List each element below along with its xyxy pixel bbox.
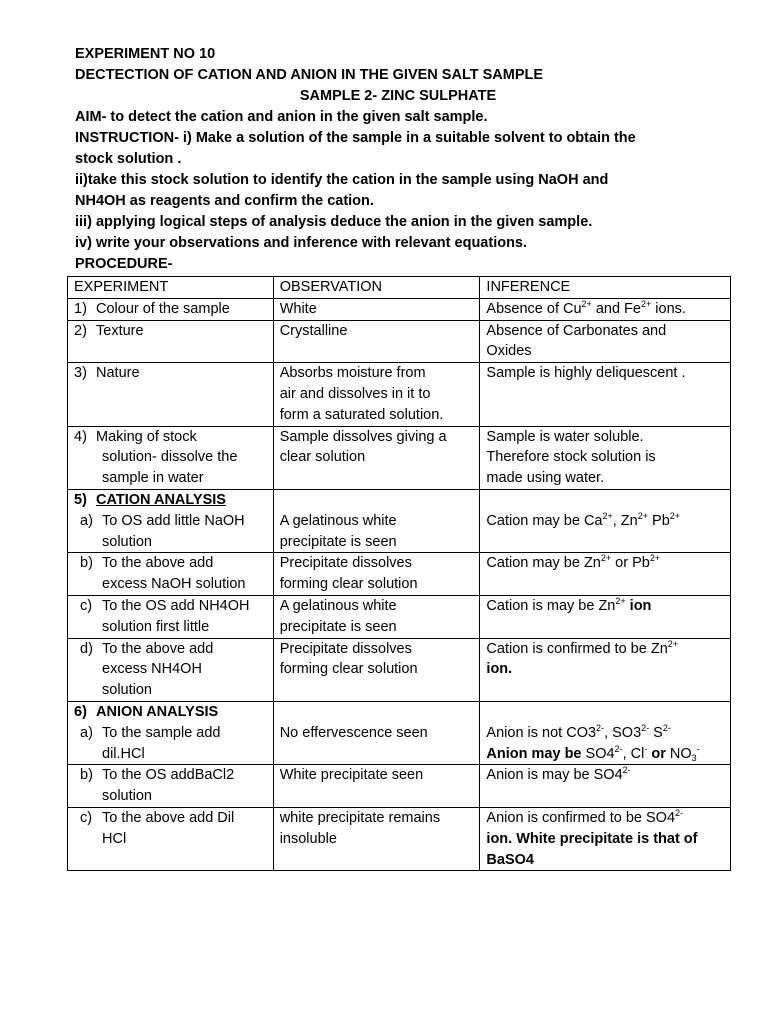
observation-line: A gelatinous white <box>279 512 397 529</box>
inference-line: Sample is water soluble. <box>486 428 644 445</box>
observation-line: precipitate is seen <box>279 533 397 550</box>
inference-text: Cation is may be Zn <box>486 597 616 614</box>
experiment-text: To the OS add NH4OH <box>102 597 250 614</box>
observation-cell <box>273 638 480 701</box>
experiment-cell <box>68 320 274 363</box>
inference-text: SO4 <box>585 745 615 762</box>
inference-text: Anion is may be SO4 <box>486 767 623 784</box>
inference-cell <box>480 489 731 552</box>
inference-cell <box>480 638 731 701</box>
experiment-cell <box>68 638 274 701</box>
header-experiment: EXPERIMENT <box>68 277 274 299</box>
inference-cell <box>480 807 731 870</box>
instruction-4: iv) write your observations and inference with relevant equations. <box>75 235 528 251</box>
inference-text: or <box>647 745 670 762</box>
observation-line: clear solution <box>279 449 366 466</box>
instruction-3: iii) applying logical steps of analysis deduce the anion in the given sample. <box>75 214 593 230</box>
experiment-cell <box>68 426 274 489</box>
inference-text: Anion may be <box>486 745 586 762</box>
inference-cell <box>480 298 731 320</box>
experiment-text: Making of stock <box>96 428 197 445</box>
header-inference: INFERENCE <box>480 277 731 299</box>
inference-text: , Zn <box>612 512 638 529</box>
observation-line: forming clear solution <box>279 576 418 593</box>
inference-text: Anion is not CO3 <box>486 724 597 741</box>
instruction-2: ii)take this stock solution to identify the cation in the sample using NaOH and <box>75 172 609 188</box>
charge: 2+ <box>615 595 626 606</box>
inference-cell <box>480 765 731 808</box>
experiment-text: sample in water <box>102 470 204 487</box>
charge: 2- <box>614 743 623 754</box>
experiment-text: To OS add little NaOH <box>102 512 245 529</box>
aim-text: AIM- to detect the cation and anion in the given salt sample. <box>75 109 488 125</box>
charge: - <box>644 743 648 754</box>
experiment-text: To the above add Dil <box>102 809 235 826</box>
inference-text: Pb <box>648 512 670 529</box>
experiment-title: DECTECTION OF CATION AND ANION IN THE GIVEN SALT SAMPLE <box>75 67 544 83</box>
sub-step-letter: d) <box>80 640 93 657</box>
charge: 2+ <box>667 638 679 649</box>
table-row <box>68 320 731 363</box>
step-number: 1) <box>74 300 87 317</box>
inference-text: and Fe <box>591 300 641 317</box>
sample-title: SAMPLE 2- ZINC SULPHATE <box>299 88 497 104</box>
experiment-text: Texture <box>96 322 144 339</box>
experiment-number: EXPERIMENT NO 10 <box>75 46 216 62</box>
inference-text: NO <box>669 745 692 762</box>
inference-text: or Pb <box>611 555 650 572</box>
step-number: 3) <box>74 365 87 382</box>
observation-line: A gelatinous white <box>279 597 397 614</box>
experiment-text: solution <box>102 533 152 550</box>
inference-cell <box>480 426 731 489</box>
inference-text: Cation is confirmed to be Zn <box>486 640 668 657</box>
experiment-text: To the above add <box>102 640 214 657</box>
inference-cell <box>480 553 731 596</box>
charge: 2- <box>662 722 671 733</box>
observation-line: Sample dissolves giving a <box>279 428 447 445</box>
table-row <box>68 426 731 489</box>
charge: - <box>696 743 700 754</box>
experiment-text: solution- dissolve the <box>102 449 238 466</box>
procedure-heading: PROCEDURE- <box>75 256 173 272</box>
inference-cell <box>480 595 731 638</box>
observation-cell <box>273 807 480 870</box>
step-number: 5) <box>74 491 87 508</box>
table-row <box>68 701 731 764</box>
sub-step-letter: a) <box>80 724 93 741</box>
sub-step-letter: b) <box>80 767 93 784</box>
experiment-cell <box>68 489 274 552</box>
inference-line: Absence of Carbonates and <box>486 322 667 339</box>
experiment-text: excess NH4OH <box>102 661 202 678</box>
table-row <box>68 638 731 701</box>
experiment-text: To the above add <box>102 555 214 572</box>
inference-text: ion <box>625 597 652 614</box>
experiment-cell <box>68 553 274 596</box>
observation-cell: White precipitate seen <box>273 765 480 808</box>
experiment-text: Nature <box>96 365 140 382</box>
experiment-cell <box>68 765 274 808</box>
inference-text: , Cl <box>622 745 645 762</box>
step-number: 2) <box>74 322 87 339</box>
experiment-text: To the OS addBaCl2 <box>102 767 235 784</box>
inference-text: ion. White precipitate is that of <box>486 830 698 847</box>
observation-line: Precipitate dissolves <box>279 640 412 657</box>
inference-line: Oxides <box>486 343 532 360</box>
experiment-text: solution first little <box>102 618 210 635</box>
experiment-text: HCl <box>102 830 127 847</box>
observation-cell <box>273 701 480 764</box>
table-row <box>68 807 731 870</box>
observation-line: form a saturated solution. <box>279 406 444 423</box>
observation-line: air and dissolves in it to <box>279 385 431 402</box>
section-title: ANION ANALYSIS <box>96 703 219 720</box>
observation-cell <box>273 595 480 638</box>
observation-line: white precipitate remains <box>279 809 441 826</box>
sub-step-letter: c) <box>80 809 93 826</box>
observation-cell <box>273 363 480 426</box>
observation-line: No effervescence seen <box>279 724 428 741</box>
charge: 2+ <box>669 510 681 521</box>
inference-text: Absence of Cu <box>486 300 582 317</box>
subscript: 3 <box>691 752 697 763</box>
charge: 2+ <box>602 510 613 521</box>
experiment-cell <box>68 807 274 870</box>
section-title: CATION ANALYSIS <box>96 491 226 508</box>
observation-line: Absorbs moisture from <box>279 365 426 382</box>
observation-cell <box>273 553 480 596</box>
experiment-cell <box>68 701 274 764</box>
observation-cell <box>273 426 480 489</box>
charge: 2+ <box>637 510 648 521</box>
instruction-1: INSTRUCTION- i) Make a solution of the sample in a suitable solvent to obtain the <box>75 130 636 146</box>
experiment-text: excess NaOH solution <box>102 576 246 593</box>
inference-text: Cation may be Ca <box>486 512 603 529</box>
table-row <box>68 298 731 320</box>
inference-cell: Sample is highly deliquescent . <box>480 363 731 426</box>
inference-cell <box>480 320 731 363</box>
experiment-text: To the sample add <box>102 724 221 741</box>
inference-cell <box>480 701 731 764</box>
observation-cell <box>273 489 480 552</box>
inference-text: S <box>649 724 663 741</box>
inference-line: made using water. <box>486 470 605 487</box>
observation-cell: White <box>273 298 480 320</box>
inference-text: , SO3 <box>604 724 642 741</box>
table-header-row <box>68 277 731 299</box>
experiment-text: Colour of the sample <box>96 300 230 317</box>
observation-line: forming clear solution <box>279 661 418 678</box>
table-row <box>68 765 731 808</box>
sub-step-letter: a) <box>80 512 93 529</box>
charge: 2+ <box>649 553 661 564</box>
charge: 2- <box>675 807 684 818</box>
experiment-cell <box>68 363 274 426</box>
table-row <box>68 595 731 638</box>
charge: 2+ <box>640 298 652 309</box>
observation-line: Precipitate dissolves <box>279 555 412 572</box>
inference-text: Cation may be Zn <box>486 555 601 572</box>
step-number: 4) <box>74 428 87 445</box>
table-row <box>68 553 731 596</box>
instruction-2-cont: NH4OH as reagents and confirm the cation. <box>75 193 374 209</box>
experiment-cell <box>68 595 274 638</box>
header-observation: OBSERVATION <box>273 277 480 299</box>
charge: 2- <box>622 765 631 776</box>
inference-text: ion. <box>486 661 513 678</box>
charge: 2+ <box>600 553 612 564</box>
charge: 2- <box>641 722 650 733</box>
procedure-table <box>67 276 731 871</box>
instruction-1-cont: stock solution . <box>75 151 182 167</box>
table-row <box>68 489 731 552</box>
observation-line: precipitate is seen <box>279 618 397 635</box>
experiment-text: solution <box>102 682 152 699</box>
inference-line: Therefore stock solution is <box>486 449 656 466</box>
sub-step-letter: b) <box>80 555 93 572</box>
table-row <box>68 363 731 426</box>
charge: 2+ <box>581 298 592 309</box>
observation-line: insoluble <box>279 830 337 847</box>
experiment-text: dil.HCl <box>102 745 145 762</box>
step-number: 6) <box>74 703 87 720</box>
charge: 2- <box>596 722 605 733</box>
inference-text: Anion is confirmed to be SO4 <box>486 809 676 826</box>
experiment-text: solution <box>102 788 152 805</box>
inference-text: BaSO4 <box>486 851 534 868</box>
inference-text: ions. <box>651 300 686 317</box>
experiment-cell <box>68 298 274 320</box>
observation-cell: Crystalline <box>273 320 480 363</box>
sub-step-letter: c) <box>80 597 93 614</box>
